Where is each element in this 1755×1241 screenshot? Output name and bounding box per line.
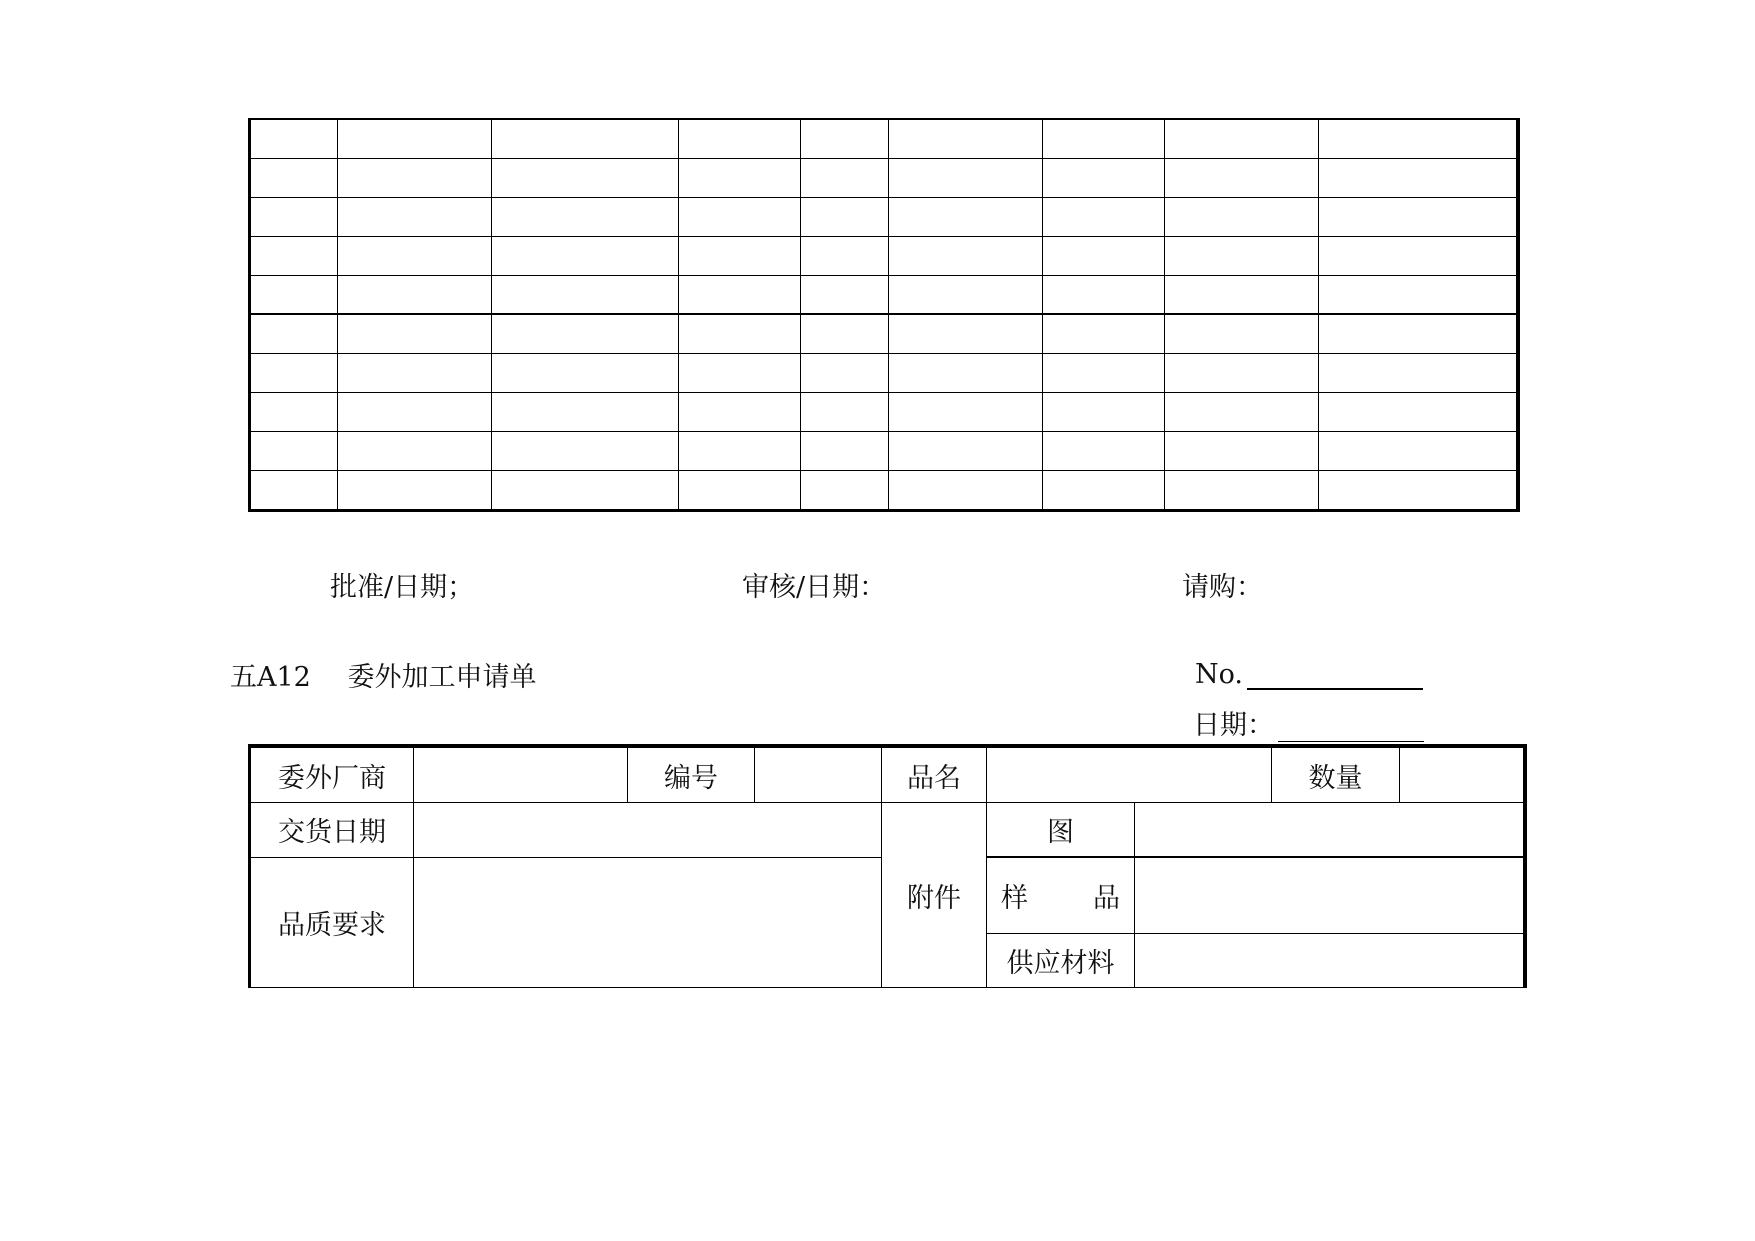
table-cell[interactable]: [1165, 275, 1319, 314]
table-cell[interactable]: [492, 470, 679, 510]
vendor-field[interactable]: [414, 746, 628, 803]
form-title: 委外加工申请单: [347, 662, 537, 693]
table-cell[interactable]: [338, 432, 492, 471]
purchase-grid-table: [248, 118, 1520, 512]
table-row: [250, 432, 1518, 471]
table-cell[interactable]: [492, 119, 679, 158]
number-field[interactable]: [755, 746, 882, 803]
product-name-label: 品名: [882, 746, 987, 803]
table-cell[interactable]: [679, 314, 801, 353]
table-cell[interactable]: [1165, 354, 1319, 393]
table-cell[interactable]: [679, 158, 801, 197]
review-date-label: 审核/日期：: [742, 572, 887, 603]
table-cell[interactable]: [679, 119, 801, 158]
table-cell[interactable]: [889, 393, 1043, 432]
table-cell[interactable]: [801, 314, 889, 353]
table-cell[interactable]: [801, 197, 889, 236]
table-cell[interactable]: [1165, 432, 1319, 471]
table-cell[interactable]: [250, 275, 338, 314]
table-row: [250, 197, 1518, 236]
table-cell[interactable]: [679, 236, 801, 275]
table-cell[interactable]: [338, 354, 492, 393]
table-cell[interactable]: [492, 236, 679, 275]
sample-field[interactable]: [1135, 857, 1525, 934]
table-cell[interactable]: [889, 354, 1043, 393]
form-heading: [230, 655, 536, 694]
table-cell[interactable]: [1319, 432, 1518, 471]
table-cell[interactable]: [1043, 314, 1165, 353]
table-cell[interactable]: [679, 393, 801, 432]
table-cell[interactable]: [889, 275, 1043, 314]
form-date-line: [1193, 703, 1424, 742]
delivery-date-field[interactable]: [414, 803, 882, 858]
supply-material-field[interactable]: [1135, 934, 1525, 988]
table-cell[interactable]: [801, 354, 889, 393]
table-cell[interactable]: [1165, 158, 1319, 197]
table-cell[interactable]: [1319, 470, 1518, 510]
table-cell[interactable]: [801, 158, 889, 197]
table-cell[interactable]: [1043, 354, 1165, 393]
table-cell[interactable]: [1319, 119, 1518, 158]
table-row: [250, 314, 1518, 353]
table-cell[interactable]: [801, 236, 889, 275]
quality-field[interactable]: [414, 857, 882, 988]
table-cell[interactable]: [1165, 119, 1319, 158]
table-cell[interactable]: [1319, 197, 1518, 236]
table-cell[interactable]: [250, 393, 338, 432]
quality-label: 品质要求: [250, 857, 414, 988]
outsourcing-form-table: [248, 744, 1527, 988]
table-cell[interactable]: [679, 354, 801, 393]
form-date-label: 日期：: [1193, 710, 1274, 741]
table-cell[interactable]: [1319, 236, 1518, 275]
table-cell[interactable]: [889, 314, 1043, 353]
table-cell[interactable]: [801, 393, 889, 432]
table-cell[interactable]: [889, 432, 1043, 471]
sample-label: [987, 857, 1135, 934]
table-cell[interactable]: [492, 275, 679, 314]
table-cell[interactable]: [889, 158, 1043, 197]
vendor-label: 委外厂商: [250, 746, 414, 803]
table-cell[interactable]: [801, 432, 889, 471]
table-row: [250, 236, 1518, 275]
table-cell[interactable]: [1043, 470, 1165, 510]
table-cell[interactable]: [338, 236, 492, 275]
form-number-label: No.: [1195, 659, 1243, 690]
table-cell[interactable]: [1043, 158, 1165, 197]
sample-label-part: 品: [1093, 883, 1120, 914]
table-cell[interactable]: [1043, 119, 1165, 158]
table-row: [250, 803, 1525, 858]
quantity-label: 数量: [1272, 746, 1400, 803]
table-cell[interactable]: [338, 158, 492, 197]
table-cell[interactable]: [889, 119, 1043, 158]
request-label: 请购：: [1182, 572, 1263, 603]
table-cell[interactable]: [889, 236, 1043, 275]
table-row: [250, 746, 1525, 803]
table-row: [250, 119, 1518, 158]
sample-label-part: 样: [1001, 883, 1028, 914]
quantity-field[interactable]: [1400, 746, 1525, 803]
table-cell[interactable]: [250, 354, 338, 393]
table-cell[interactable]: [1165, 470, 1319, 510]
drawing-field[interactable]: [1135, 803, 1525, 858]
form-code: 五A12: [230, 662, 311, 693]
table-cell[interactable]: [1043, 432, 1165, 471]
table-cell[interactable]: [1319, 275, 1518, 314]
table-row: [250, 470, 1518, 510]
table-cell[interactable]: [1043, 197, 1165, 236]
table-cell[interactable]: [492, 197, 679, 236]
table-cell[interactable]: [1319, 158, 1518, 197]
supply-material-label: 供应材料: [987, 934, 1135, 988]
table-cell[interactable]: [1319, 354, 1518, 393]
drawing-label: 图: [987, 803, 1135, 858]
table-cell[interactable]: [492, 354, 679, 393]
table-cell[interactable]: [801, 119, 889, 158]
table-cell[interactable]: [492, 314, 679, 353]
table-cell[interactable]: [338, 197, 492, 236]
delivery-date-label: 交货日期: [250, 803, 414, 858]
table-cell[interactable]: [1043, 236, 1165, 275]
table-cell[interactable]: [1319, 314, 1518, 353]
table-cell[interactable]: [801, 275, 889, 314]
form-number-field[interactable]: [1247, 658, 1423, 690]
product-name-field[interactable]: [987, 746, 1272, 803]
table-cell[interactable]: [250, 314, 338, 353]
table-cell[interactable]: [250, 470, 338, 510]
table-cell[interactable]: [250, 158, 338, 197]
table-cell[interactable]: [889, 197, 1043, 236]
table-cell[interactable]: [492, 158, 679, 197]
table-cell[interactable]: [250, 236, 338, 275]
table-cell[interactable]: [1319, 393, 1518, 432]
table-cell[interactable]: [250, 432, 338, 471]
table-cell[interactable]: [889, 470, 1043, 510]
table-cell[interactable]: [679, 432, 801, 471]
purchase-grid-body: [250, 119, 1518, 511]
table-cell[interactable]: [492, 393, 679, 432]
form-number-line: [1195, 658, 1423, 690]
number-label: 编号: [628, 746, 755, 803]
table-cell[interactable]: [1165, 314, 1319, 353]
approve-date-label: 批准/日期；: [330, 572, 475, 603]
table-cell[interactable]: [1043, 275, 1165, 314]
table-cell[interactable]: [679, 197, 801, 236]
table-cell[interactable]: [250, 119, 338, 158]
table-cell[interactable]: [338, 314, 492, 353]
attachment-label: 附件: [882, 803, 987, 988]
table-cell[interactable]: [492, 432, 679, 471]
table-row: [250, 158, 1518, 197]
form-date-field[interactable]: [1278, 711, 1424, 742]
table-cell[interactable]: [338, 275, 492, 314]
table-cell[interactable]: [338, 393, 492, 432]
table-cell[interactable]: [1043, 393, 1165, 432]
table-cell[interactable]: [338, 119, 492, 158]
table-row: [250, 393, 1518, 432]
table-cell[interactable]: [1165, 393, 1319, 432]
table-cell[interactable]: [801, 470, 889, 510]
table-cell[interactable]: [1165, 236, 1319, 275]
table-row: [250, 354, 1518, 393]
table-cell[interactable]: [679, 470, 801, 510]
table-cell[interactable]: [338, 470, 492, 510]
table-cell[interactable]: [679, 275, 801, 314]
table-row: [250, 275, 1518, 314]
table-cell[interactable]: [250, 197, 338, 236]
table-cell[interactable]: [1165, 197, 1319, 236]
